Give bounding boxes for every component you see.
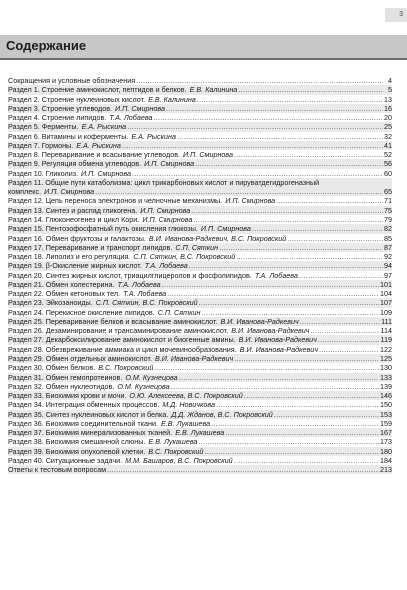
toc-entry-author: И.П. Смирнова	[140, 205, 191, 215]
toc-entry-author: В.И. Иванова-Радкевич	[154, 353, 234, 363]
toc-entry-title: Раздел 24. Перекисное окисление липидов.	[8, 307, 155, 317]
toc-entry-title: Раздел 21. Обмен холестерина.	[8, 279, 115, 289]
toc-entry-page: 79	[384, 214, 392, 224]
dot-leader	[225, 428, 379, 437]
dot-leader	[244, 391, 379, 400]
toc-entry-author: Т.А. Лобаева	[144, 261, 188, 271]
toc-entry-page: 173	[380, 437, 392, 447]
dot-leader	[274, 410, 379, 419]
toc-entry-title: Раздел 33. Биохимия крови и мочи.	[8, 391, 127, 401]
toc-entry[interactable]	[8, 447, 392, 456]
toc-entry-author: Т.А. Лобаева	[117, 279, 161, 289]
toc-entry-title: Раздел 12. Цепь переноса электронов и челночные механизмы.	[8, 196, 223, 206]
toc-entry-page: 122	[380, 344, 392, 354]
toc-entry-author: С.П. Сяткин	[157, 307, 201, 317]
toc-entry[interactable]	[8, 159, 392, 168]
toc-entry-page: 153	[380, 409, 392, 419]
page-title: Содержание	[6, 38, 87, 53]
toc-entry[interactable]	[8, 391, 392, 400]
dot-leader	[219, 243, 383, 252]
toc-entry[interactable]	[8, 335, 392, 344]
toc-entry-page: 75	[384, 205, 392, 215]
toc-entry-author: В.И. Иванова-Радкевич	[239, 344, 318, 354]
toc-entry[interactable]	[8, 354, 392, 363]
toc-entry[interactable]	[8, 196, 392, 205]
toc-entry[interactable]	[8, 456, 392, 465]
page-top-strip	[0, 0, 407, 25]
toc-entry-title: Раздел 38. Биохимия смешанной слюны.	[8, 437, 146, 447]
toc-entry-page: 97	[384, 270, 392, 280]
toc-entry-title: Раздел 2. Строение нуклеиновых кислот.	[8, 94, 146, 104]
dot-leader	[107, 465, 379, 474]
dot-leader	[166, 104, 383, 113]
toc-entry-author: В.С. Покровский	[148, 446, 204, 456]
dot-leader	[171, 382, 379, 391]
toc-entry-page: 159	[380, 418, 392, 428]
dot-leader	[310, 326, 379, 335]
toc-entry[interactable]	[8, 261, 392, 270]
toc-entry-author: О.М. Кузнецова	[125, 372, 178, 382]
toc-entry-author: М.Д. Новичкова	[162, 400, 215, 410]
toc-entry-title-continued: комплекс.	[8, 187, 42, 197]
toc-entry-title: Раздел 16. Обмен фруктозы и галактозы.	[8, 233, 146, 243]
dot-leader	[127, 122, 383, 131]
toc-entry-author: М.М. Башаров, В.С. Покровский	[125, 455, 233, 465]
toc-entry[interactable]	[8, 206, 392, 215]
toc-entry-author: Е.А. Рыскина	[131, 131, 176, 141]
toc-entry-author: Е.В. Калинина	[189, 85, 238, 95]
toc-entry-page: 184	[380, 455, 392, 465]
toc-entry[interactable]	[8, 382, 392, 391]
toc-entry[interactable]	[8, 363, 392, 372]
toc-entry-author: И.П. Смирнова	[144, 159, 195, 169]
toc-entry-author: И.П. Смирнова	[115, 103, 166, 113]
toc-entry-title: Раздел 37. Биохимия минерализованных тканей.	[8, 428, 173, 438]
toc-entry-author: С.П. Сяткин, В.С. Покровский	[95, 298, 198, 308]
toc-entry[interactable]	[8, 317, 392, 326]
toc-entry[interactable]	[8, 132, 392, 141]
toc-entry-title: Раздел 25. Переваривание белков и всасывание аминокислот.	[8, 316, 218, 326]
dot-leader	[154, 363, 379, 372]
toc-entry[interactable]	[8, 178, 392, 197]
toc-entry-page: 92	[384, 252, 392, 262]
dot-leader	[234, 150, 383, 159]
toc-entry-page: 52	[384, 150, 392, 160]
toc-entry-page: 101	[380, 279, 392, 289]
toc-entry[interactable]	[8, 298, 392, 307]
toc-entry-page: 32	[384, 131, 392, 141]
toc-entry-title: Раздел 3. Строение углеводов.	[8, 103, 113, 113]
dot-leader	[197, 95, 383, 104]
toc-entry-title: Раздел 40. Ситуационные задачи.	[8, 455, 123, 465]
toc-entry-title: Раздел 5. Ферменты.	[8, 122, 79, 132]
toc-entry[interactable]	[8, 113, 392, 122]
toc-entry-author: Т.А. Лобаева	[109, 113, 153, 123]
toc-entry-page: 85	[384, 233, 392, 243]
toc-entry-title: Раздел 8. Переваривание и всасывание углеводов.	[8, 150, 181, 160]
toc-entry[interactable]	[8, 169, 392, 178]
dot-leader	[122, 141, 383, 150]
toc-entry-page: 119	[380, 335, 392, 345]
toc-entry-page: 180	[380, 446, 392, 456]
toc-entry-title: Раздел 1. Строение аминокислот, пептидов и белков.	[8, 85, 187, 95]
toc-entry-title: Раздел 29. Обмен отдельных аминокислот.	[8, 353, 152, 363]
toc-entry-page: 130	[380, 363, 392, 373]
toc-entry[interactable]	[8, 141, 392, 150]
dot-leader	[236, 252, 383, 261]
toc-entry-title: Раздел 20. Синтез жирных кислот, триацилглицеролов и фосфолипидов.	[8, 270, 252, 280]
toc-entry-author: Е.В. Калинина	[148, 94, 196, 104]
toc-entry-title: Раздел 4. Строение липидов.	[8, 113, 107, 123]
toc-entry-author: Т.А. Лобаева	[254, 270, 298, 280]
dot-leader	[132, 169, 383, 178]
toc-entry[interactable]	[8, 224, 392, 233]
dot-leader	[319, 345, 379, 354]
dot-leader	[287, 234, 383, 243]
toc-entry-page: 107	[380, 298, 392, 308]
toc-entry[interactable]	[8, 85, 392, 94]
toc-entry-page: 167	[380, 428, 392, 438]
toc-entry[interactable]	[8, 437, 392, 446]
toc-entry-page: 139	[380, 381, 392, 391]
toc-entry-title: Раздел 30. Обмен белков.	[8, 363, 96, 373]
toc-entry-author: Е.В. Лукашева	[148, 437, 198, 447]
dot-leader	[167, 289, 379, 298]
dot-leader	[177, 132, 383, 141]
toc-entry[interactable]	[8, 271, 392, 280]
toc-entry-title: Ответы к тестовым вопросам	[8, 465, 107, 475]
toc-entry[interactable]	[8, 400, 392, 409]
page-number: 3	[385, 8, 407, 22]
toc-entry-author: И.П. Смирнова	[225, 196, 276, 206]
toc-entry[interactable]	[8, 289, 392, 298]
toc-entry-page: 94	[384, 261, 392, 271]
dot-leader	[300, 317, 380, 326]
toc-entry-page: 41	[384, 140, 392, 150]
toc-entry[interactable]	[8, 122, 392, 131]
toc-entry-title: Раздел 9. Регуляция обмена углеводов.	[8, 159, 142, 169]
dot-leader	[193, 215, 383, 224]
toc-entry[interactable]	[8, 373, 392, 382]
toc-entry-page: 114	[380, 326, 392, 336]
toc-entry-page: 4	[388, 76, 392, 85]
toc-entry-title: Раздел 13. Синтез и распад гликогена.	[8, 205, 138, 215]
toc-entry-title: Раздел 27. Декарбоксилирование аминокислот и биогенные амины.	[8, 335, 236, 345]
dot-leader	[211, 419, 379, 428]
toc-entry-author: Е.В. Лукашева	[175, 428, 225, 438]
toc-entry[interactable]	[8, 280, 392, 289]
dot-leader	[198, 437, 379, 446]
toc-entry-page: 104	[380, 289, 392, 299]
dot-leader	[189, 261, 383, 270]
toc-entry-page: 5	[388, 85, 392, 95]
toc-entry-title: Раздел 10. Гликолиз.	[8, 168, 79, 178]
toc-entry-author: И.П. Смирнова	[200, 224, 251, 234]
toc-entry-author: Д.Д. Жданов, В.С. Покровский	[171, 409, 273, 419]
toc-entry-page: 109	[380, 307, 392, 317]
toc-entry-author: В.И. Иванова-Радкевич	[231, 326, 310, 336]
toc-entry[interactable]	[8, 345, 392, 354]
toc-entry[interactable]	[8, 104, 392, 113]
toc-entry-title: Раздел 22. Обмен кетоновых тел.	[8, 289, 121, 299]
toc-entry-page: 125	[380, 353, 392, 363]
toc-entry-title: Раздел 26. Дезаминирование и трансаминирование аминокислот.	[8, 326, 229, 336]
toc-entry-page: 213	[380, 465, 392, 475]
toc-entry-title: Сокращения и условные обозначения	[8, 76, 136, 85]
toc-entry-author: И.П. Смирнова	[183, 150, 234, 160]
toc-entry-author: В.И. Иванова-Радкевич	[238, 335, 317, 345]
toc-entry-page: 16	[384, 103, 392, 113]
toc-entry-title: Раздел 28. Обезвреживание аммиака и цикл мочевинообразования.	[8, 344, 237, 354]
toc-entry-author: Е.В. Лукашева	[161, 418, 211, 428]
toc-entry-author: Е.А. Рыскина	[81, 122, 127, 132]
toc-entry[interactable]	[8, 428, 392, 437]
toc-entry-title: Раздел 23. Эйкозаноиды.	[8, 298, 93, 308]
dot-leader	[234, 456, 379, 465]
dot-leader	[195, 159, 383, 168]
toc-entry-author: И.П. Смирнова	[44, 187, 95, 197]
toc-entry-page: 71	[384, 196, 392, 206]
dot-leader	[153, 113, 383, 122]
dot-leader	[191, 206, 383, 215]
dot-leader	[318, 335, 380, 344]
contents-header	[0, 35, 407, 60]
toc-entry-title: Раздел 35. Синтез нуклеиновых кислот и белка.	[8, 409, 169, 419]
toc-entry[interactable]	[8, 234, 392, 243]
toc-entry-title: Раздел 36. Биохимия соединительной ткани.	[8, 418, 159, 428]
dot-leader	[252, 224, 383, 233]
dot-leader	[162, 280, 379, 289]
toc-entry-page: 87	[384, 242, 392, 252]
toc-entry-title: Раздел 11. Общие пути катаболизма: цикл трикарбоновых кислот и пируватдегидрогеназный	[8, 177, 320, 187]
toc-entry[interactable]	[8, 326, 392, 335]
toc-entry-author: Е.А. Рыскина	[76, 140, 121, 150]
toc-entry-page: 111	[381, 316, 392, 326]
dot-leader	[276, 196, 383, 205]
toc-entry-title: Раздел 19. β-Окисление жирных кислот.	[8, 261, 142, 271]
toc-entry-title: Раздел 7. Гормоны.	[8, 140, 74, 150]
table-of-contents	[8, 76, 392, 474]
toc-entry-author: С.П. Сяткин, В.С. Покровский	[133, 252, 236, 262]
dot-leader	[136, 76, 383, 85]
toc-entry[interactable]	[8, 215, 392, 224]
toc-entry[interactable]	[8, 243, 392, 252]
toc-entry[interactable]	[8, 95, 392, 104]
dot-leader	[199, 298, 379, 307]
toc-entry[interactable]	[8, 465, 392, 474]
toc-entry-author: С.П. Сяткин	[175, 242, 219, 252]
toc-entry-author: И.П. Смирнова	[81, 168, 132, 178]
toc-entry-page: 65	[384, 187, 392, 197]
toc-entry-title: Раздел 18. Липолиз и его регуляция.	[8, 252, 131, 262]
toc-entry-title: Раздел 32. Обмен нуклеотидов.	[8, 381, 115, 391]
dot-leader	[201, 308, 379, 317]
dot-leader	[299, 271, 383, 280]
toc-entry-author: В.И. Иванова-Радкевич, В.С. Покровский	[148, 233, 287, 243]
toc-entry-author: В.И. Иванова-Радкевич	[220, 316, 299, 326]
dot-leader	[204, 447, 379, 456]
toc-entry-title: Раздел 31. Обмен гемопротеинов.	[8, 372, 123, 382]
toc-entry-page: 25	[384, 122, 392, 132]
toc-entry-title: Раздел 14. Глюконеогенез и цикл Кори.	[8, 214, 140, 224]
toc-entry-page: 13	[384, 94, 392, 104]
toc-entry-page: 82	[384, 224, 392, 234]
dot-leader	[179, 373, 379, 382]
toc-entry[interactable]	[8, 76, 392, 85]
toc-entry-page: 56	[384, 159, 392, 169]
dot-leader	[234, 354, 379, 363]
toc-entry-author: В.С. Покровский	[98, 363, 154, 373]
toc-entry-page: 150	[380, 400, 392, 410]
toc-entry-title: Раздел 17. Переваривание и транспорт липидов.	[8, 242, 173, 252]
toc-entry-page: 133	[380, 372, 392, 382]
toc-entry-title: Раздел 6. Витамины и коферменты.	[8, 131, 129, 141]
toc-entry[interactable]	[8, 410, 392, 419]
dot-leader	[238, 85, 383, 94]
toc-entry-title: Раздел 34. Интеграция обменных процессов.	[8, 400, 160, 410]
toc-entry-author: Т.А. Лобаева	[123, 289, 167, 299]
toc-entry[interactable]	[8, 150, 392, 159]
toc-entry-title: Раздел 15. Пентозофосфатный путь окисления глюкозы.	[8, 224, 198, 234]
toc-entry[interactable]	[8, 419, 392, 428]
toc-entry[interactable]	[8, 252, 392, 261]
toc-entry-author: О.Ю. Алексеева, В.С. Покровский	[129, 391, 243, 401]
toc-entry-title: Раздел 39. Биохимия опухолевой клетки.	[8, 446, 146, 456]
toc-entry-author: О.М. Кузнецова	[117, 381, 170, 391]
toc-entry-page: 146	[380, 391, 392, 401]
toc-entry-page: 20	[384, 113, 392, 123]
toc-entry-page: 60	[384, 168, 392, 178]
dot-leader	[95, 187, 383, 196]
toc-entry-author: И.П. Смирнова	[142, 214, 193, 224]
dot-leader	[216, 400, 379, 409]
toc-entry[interactable]	[8, 308, 392, 317]
